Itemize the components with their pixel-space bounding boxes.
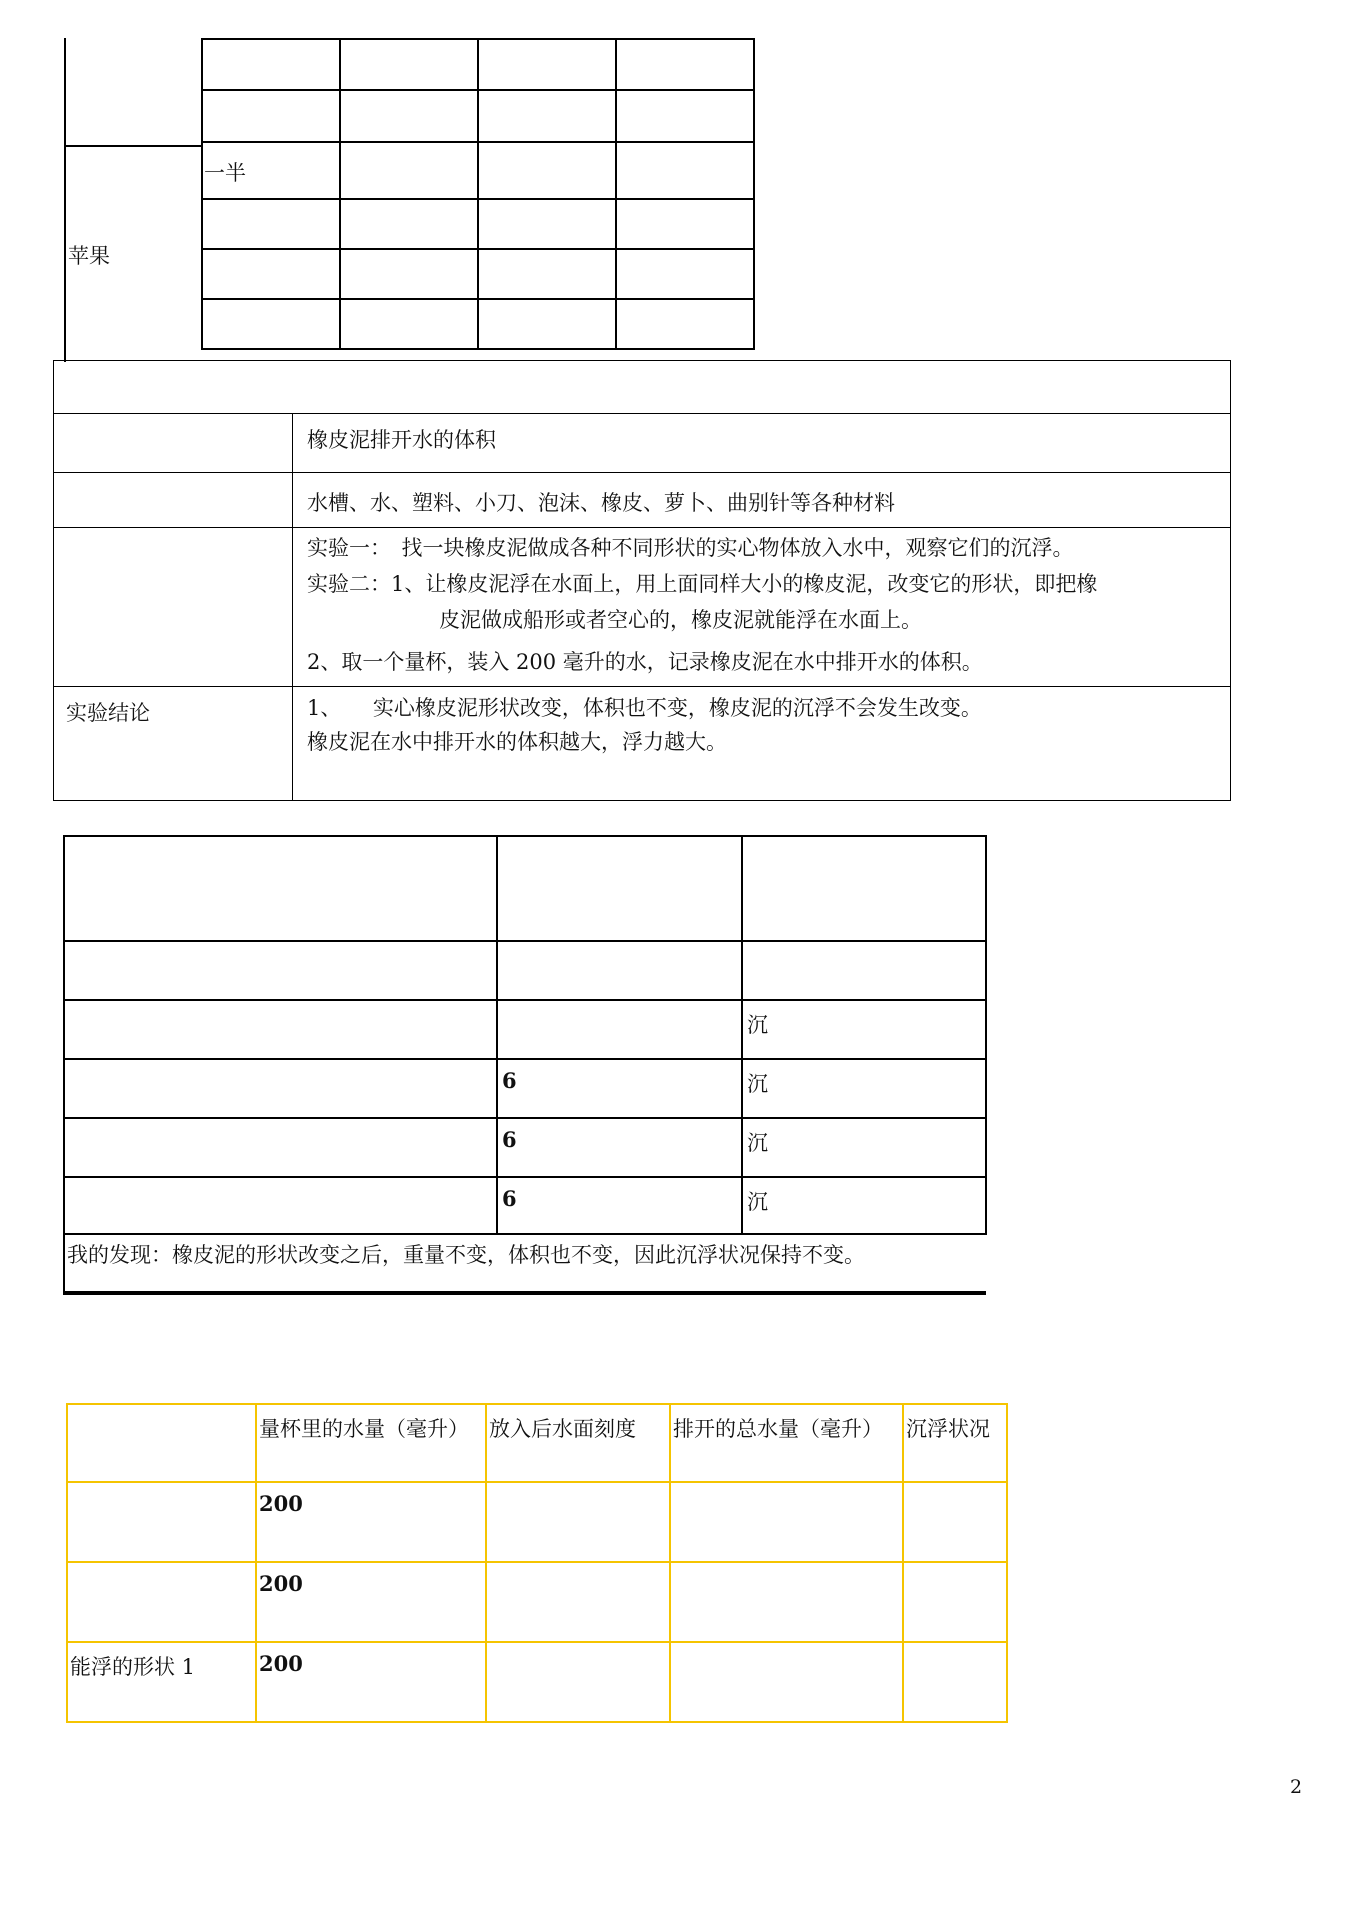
findings-cell xyxy=(64,1000,497,1059)
table-row xyxy=(202,299,754,349)
table-row xyxy=(64,1234,986,1293)
table-row xyxy=(202,249,754,299)
table-row xyxy=(202,199,754,249)
findings-header-cell xyxy=(64,836,497,941)
grid1-cell xyxy=(340,39,478,90)
table-row xyxy=(64,1000,986,1059)
table-row xyxy=(54,414,1231,473)
findings-state-value: 沉 xyxy=(742,1118,986,1177)
header-cell xyxy=(67,1404,256,1482)
table-row xyxy=(54,687,1231,801)
grid1-cell xyxy=(340,199,478,249)
empty-cell xyxy=(670,1642,903,1722)
table-row xyxy=(54,361,1231,414)
findings-header-cell xyxy=(497,836,742,941)
grid1-cell xyxy=(340,299,478,349)
plan-header-cell xyxy=(54,361,1231,414)
table-row xyxy=(64,1118,986,1177)
exp1-text: 实验一： 找一块橡皮泥做成各种不同形状的实心物体放入水中，观察它们的沉浮。 xyxy=(307,536,1074,560)
empty-cell xyxy=(486,1482,670,1562)
grid1-cell xyxy=(340,90,478,142)
water-value: 200 xyxy=(256,1482,486,1562)
table-row xyxy=(67,1642,1007,1722)
empty-cell xyxy=(903,1642,1007,1722)
grid1-cell xyxy=(616,90,754,142)
empty-cell xyxy=(670,1562,903,1642)
findings-mid-value: 6 xyxy=(497,1177,742,1234)
table-row xyxy=(202,90,754,142)
grid1-cell xyxy=(478,249,616,299)
empty-cell xyxy=(903,1482,1007,1562)
exp2-line2: 皮泥做成船形或者空心的，橡皮泥就能浮在水面上。 xyxy=(439,608,922,632)
grid1-wrapper xyxy=(64,38,754,362)
grid1-cell xyxy=(202,39,340,90)
header-cell: 排开的总水量（毫升） xyxy=(670,1404,903,1482)
grid1-cell xyxy=(478,299,616,349)
findings-cell xyxy=(64,1118,497,1177)
water-value: 200 xyxy=(256,1562,486,1642)
table-row xyxy=(202,142,754,199)
conclusion-line2: 橡皮泥在水中排开水的体积越大，浮力越大。 xyxy=(307,730,727,754)
plan-label-cell xyxy=(54,473,293,528)
findings-table xyxy=(63,835,987,1295)
plan-table xyxy=(53,360,1231,801)
half-label: 一半 xyxy=(204,161,246,185)
conclusion-cell xyxy=(293,687,1231,801)
findings-state-value: 沉 xyxy=(742,1059,986,1118)
findings-cell xyxy=(64,1059,497,1118)
grid1-row-divider xyxy=(64,145,201,147)
findings-state-value: 沉 xyxy=(742,1177,986,1234)
plan-label-cell xyxy=(54,414,293,473)
header-cell: 量杯里的水量（毫升） xyxy=(256,1404,486,1482)
materials-text: 水槽、水、塑料、小刀、泡沫、橡皮、萝卜、曲别针等各种材料 xyxy=(293,473,1231,528)
table-row xyxy=(64,1059,986,1118)
empty-cell xyxy=(670,1482,903,1562)
findings-mid-value: 6 xyxy=(497,1059,742,1118)
findings-state-value xyxy=(742,941,986,1000)
table-row xyxy=(54,528,1231,687)
grid1-cell xyxy=(202,249,340,299)
grid1-cell xyxy=(340,142,478,199)
grid1-left-border xyxy=(64,38,66,362)
table-row xyxy=(67,1404,1007,1482)
apple-label: 苹果 xyxy=(68,244,110,268)
table-row xyxy=(54,473,1231,528)
page-number: 2 xyxy=(1290,1776,1303,1798)
grid1-cell xyxy=(616,142,754,199)
conclusion-label: 实验结论 xyxy=(54,687,293,801)
exp2-step2: 2、取一个量杯，装入 200 毫升的水，记录橡皮泥在水中排开水的体积。 xyxy=(307,650,983,674)
discovery-text: 我的发现：橡皮泥的形状改变之后，重量不变，体积也不变，因此沉浮状况保持不变。 xyxy=(64,1234,986,1293)
water-value: 200 xyxy=(256,1642,486,1722)
grid1-cell xyxy=(616,199,754,249)
table-row xyxy=(64,1177,986,1234)
row-label: 能浮的形状 1 xyxy=(67,1642,256,1722)
table-row xyxy=(64,941,986,1000)
grid1-cell xyxy=(616,299,754,349)
plan-label-cell xyxy=(54,528,293,687)
row-label xyxy=(67,1482,256,1562)
header-cell: 沉浮状况 xyxy=(903,1404,1007,1482)
grid1-cell xyxy=(340,249,478,299)
exp2-line1: 实验二：1、让橡皮泥浮在水面上，用上面同样大小的橡皮泥，改变它的形状，即把橡 xyxy=(307,572,1098,596)
grid1-cell xyxy=(478,142,616,199)
row-label xyxy=(67,1562,256,1642)
findings-cell xyxy=(64,1177,497,1234)
conclusion-line1: 1、 实心橡皮泥形状改变，体积也不变，橡皮泥的沉浮不会发生改变。 xyxy=(307,696,982,720)
measurement-table xyxy=(66,1403,1008,1723)
grid1-cell xyxy=(616,249,754,299)
table-row xyxy=(64,836,986,941)
findings-header-cell xyxy=(742,836,986,941)
grid1-cell xyxy=(478,199,616,249)
empty-cell xyxy=(486,1562,670,1642)
findings-mid-value xyxy=(497,1000,742,1059)
grid1-cell xyxy=(202,142,340,199)
grid1-cell xyxy=(478,39,616,90)
grid1-cell xyxy=(202,299,340,349)
findings-mid-value: 6 xyxy=(497,1118,742,1177)
experiment-cell xyxy=(293,528,1231,687)
table-row xyxy=(67,1562,1007,1642)
grid1-cell xyxy=(202,90,340,142)
findings-mid-value xyxy=(497,941,742,1000)
empty-cell xyxy=(903,1562,1007,1642)
header-cell: 放入后水面刻度 xyxy=(486,1404,670,1482)
table-row xyxy=(67,1482,1007,1562)
grid1-cell xyxy=(478,90,616,142)
grid1-cell xyxy=(202,199,340,249)
grid1-table xyxy=(201,38,755,350)
grid1-cell xyxy=(616,39,754,90)
table-row xyxy=(202,39,754,90)
findings-cell xyxy=(64,941,497,1000)
empty-cell xyxy=(486,1642,670,1722)
findings-state-value: 沉 xyxy=(742,1000,986,1059)
topic-text: 橡皮泥排开水的体积 xyxy=(293,414,1231,473)
